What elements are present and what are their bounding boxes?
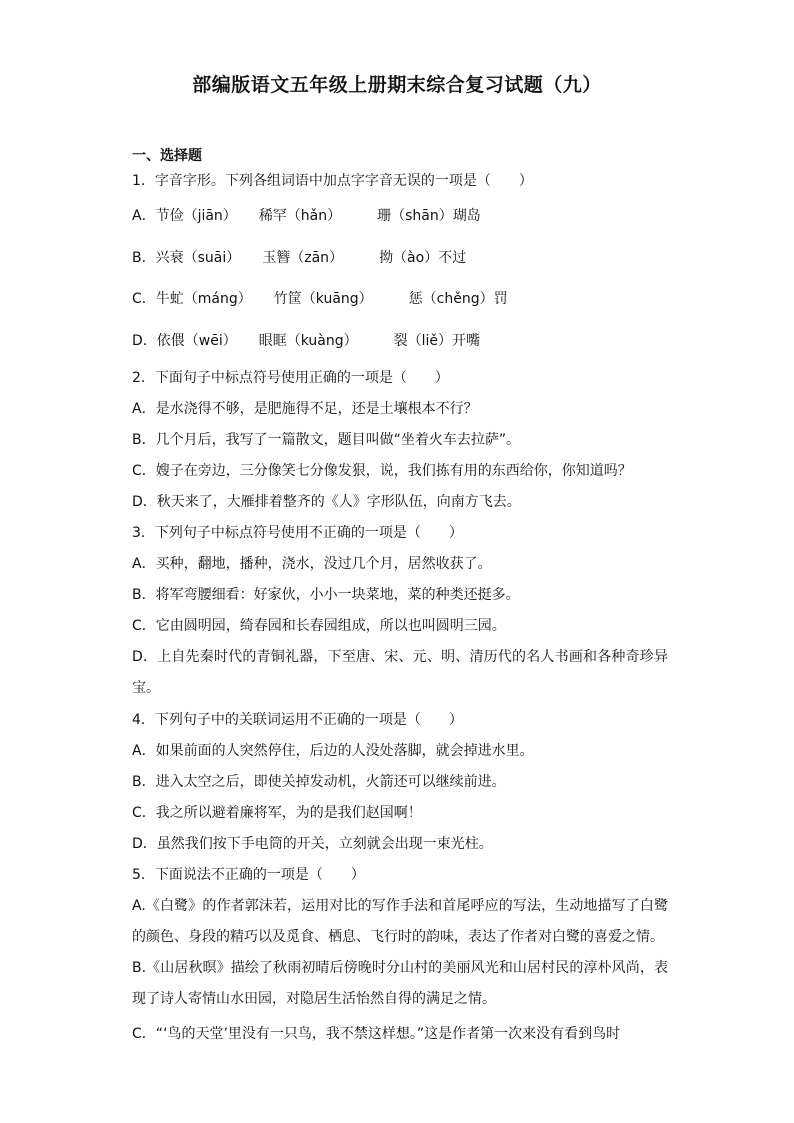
option-a-item-3: 珊（shān）瑚岛 <box>377 208 481 224</box>
question-2-stem: 2．下面句子中标点符号使用正确的一项是（ ） <box>132 370 449 386</box>
question-4-option-d: D．虽然我们按下手电筒的开关，立刻就会出现一束光柱。 <box>132 836 493 852</box>
question-4-stem: 4．下列句子中的关联词运用不正确的一项是（ ） <box>132 712 463 728</box>
option-b-item-2: 玉簪（zān） <box>262 250 344 266</box>
section-heading: 一、选择题 <box>132 148 202 164</box>
question-2-option-d: D．秋天来了，大雁排着整齐的《人》字形队伍，向南方飞去。 <box>132 494 521 510</box>
question-1-option-c <box>132 289 672 309</box>
option-a-item-2: 稀罕（hǎn） <box>258 208 342 224</box>
question-5-option-c: C．“‘鸟的天堂’里没有一只鸟，我不禁这样想。”这是作者第一次来没有看到鸟时 <box>132 1026 621 1042</box>
question-2-option-c: C．嫂子在旁边，三分像笑七分像发狠，说，我们拣有用的东西给你，你知道吗？ <box>132 463 632 479</box>
option-a-item-1: A．节俭（jiān） <box>132 208 237 224</box>
question-3-option-d: D．上自先秦时代的青铜礼器，下至唐、宋、元、明、清历代的名人书画和各种奇珍异宝。 <box>132 649 668 696</box>
option-d-item-2: 眼眶（kuàng） <box>258 333 358 349</box>
option-d-item-3: 裂（liě）开嘴 <box>393 333 481 349</box>
question-3-stem: 3．下列句子中标点符号使用不正确的一项是（ ） <box>132 525 463 541</box>
question-4-option-a: A．如果前面的人突然停住，后边的人没处落脚，就会掉进水里。 <box>132 743 534 759</box>
question-3-option-a: A．买种，翻地，播种，浇水，没过几个月，居然收获了。 <box>132 556 492 572</box>
question-5-option-a: A.《白鹭》的作者郭沫若，运用对比的写作手法和首尾呼应的写法，生动地描写了白鹭的颜色、身段的精巧以及觅食、栖息、飞行时的韵味，表达了作者对白鹭的喜爱之情。 <box>132 898 668 945</box>
page-title: 部编版语文五年级上册期末综合复习试题（九） <box>192 74 602 96</box>
question-3-option-c: C．它由圆明园，绮春园和长春园组成，所以也叫圆明三园。 <box>132 618 506 634</box>
question-1-stem: 1．字音字形。下列各组词语中加点字字音无误的一项是（ ） <box>132 173 533 189</box>
option-c-item-1: C．牛虻（máng） <box>132 291 252 307</box>
question-5-stem: 5．下面说法不正确的一项是（ ） <box>132 867 365 883</box>
question-4-option-c: C．我之所以避着廉将军，为的是我们赵国啊！ <box>132 805 422 821</box>
question-3-option-b: B．将军弯腰细看：好家伙，小小一块菜地，菜的种类还挺多。 <box>132 587 520 603</box>
option-b-item-3: 拗（ào）不过 <box>379 250 467 266</box>
question-2-option-b: B．几个月后，我写了一篇散文，题目叫做“坐着火车去拉萨”。 <box>132 432 521 448</box>
question-4-option-b: B．进入太空之后，即使关掉发动机，火箭还可以继续前进。 <box>132 774 506 790</box>
option-c-item-3: 惩（chěng）罚 <box>408 291 508 307</box>
question-1-option-a <box>132 206 672 226</box>
option-b-item-1: B．兴衰（suāi） <box>132 250 241 266</box>
question-2-option-a: A．是水浇得不够，是肥施得不足，还是土壤根本不行？ <box>132 401 478 417</box>
question-1-option-b <box>132 248 672 268</box>
option-d-item-1: D．依偎（wēi） <box>132 333 237 349</box>
question-5-option-b: B.《山居秋暝》描绘了秋雨初晴后傍晚时分山村的美丽风光和山居村民的淳朴风尚，表现了诗人寄情山水田园，对隐居生活怡然自得的满足之情。 <box>132 960 668 1007</box>
option-c-item-2: 竹筐（kuāng） <box>273 291 373 307</box>
question-1-option-d <box>132 331 672 351</box>
